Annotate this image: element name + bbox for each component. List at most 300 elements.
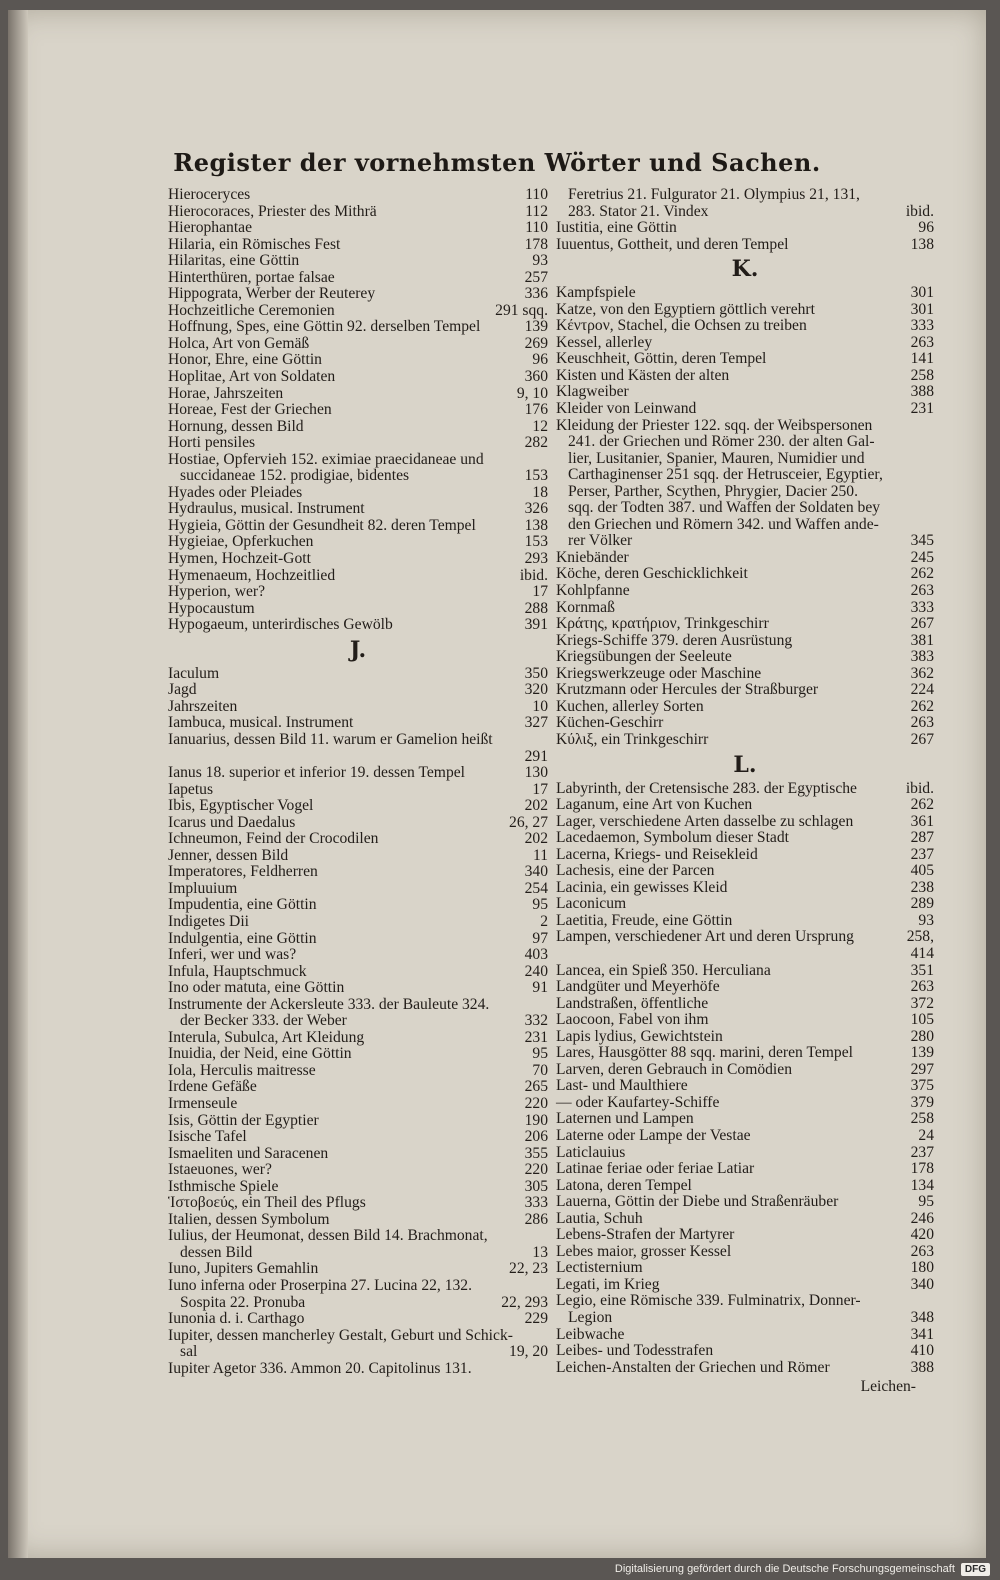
index-entry [168,1179,548,1196]
index-term: Laconicum [556,895,627,913]
index-term: Küchen-Geschirr [556,714,664,732]
index-term: Feretrius 21. Fulgurator 21. Olympius 21, 131, [568,186,860,203]
index-entry [168,1261,548,1278]
index-page-ref: 269 [524,334,548,352]
index-term: Ibis, Egyptischer Vogel [168,797,314,815]
index-page-ref: ibid. [519,566,548,584]
index-page-ref: 206 [524,1128,548,1146]
index-entry [168,997,548,1014]
index-term: Laticlauius [556,1143,626,1161]
index-entry [168,749,548,766]
index-entry [556,732,934,749]
index-entry [168,765,548,782]
dfg-logo-icon: DFG [961,1563,990,1576]
index-page-ref: 91 [532,979,548,997]
index-term: Holca, Art von Gemäß [168,334,310,352]
index-term: Iupiter Agetor 336. Ammon 20. Capitolinus 131. [168,1359,472,1377]
index-page-ref: 134 [910,1176,934,1194]
index-entry [168,1228,548,1245]
index-term: dessen Bild [180,1243,253,1261]
index-term: rer Völker [568,532,633,550]
index-entry [556,896,934,913]
index-term: Köche, deren Geschicklichkeit [556,565,748,583]
index-term: Kriegswerkzeuge oder Maschine [556,664,762,682]
index-page-ref: 305 [524,1177,548,1195]
index-term: Lebes maior, grosser Kessel [556,1242,732,1260]
index-entry [168,187,548,204]
index-entry [556,1029,934,1046]
index-entry [556,996,934,1013]
letter-heading-i: J. [349,636,367,663]
index-page-ref: 263 [910,582,934,600]
index-page-ref: 391 [524,616,548,634]
index-page-ref: 231 [910,400,934,418]
index-entry [556,1078,934,1095]
index-page-ref: 381 [910,631,934,649]
index-page-ref: 11 [532,846,548,864]
index-term: Perser, Parther, Scythen, Phrygier, Dacier 250. [568,482,858,500]
index-entry [168,666,548,683]
index-entry [168,518,548,535]
index-entry [556,715,934,732]
index-entry [556,566,934,583]
index-entry [556,302,934,319]
index-page-ref: 202 [524,830,548,848]
index-page-ref: 93 [918,911,934,929]
index-term: Ἱστοβοεύς, ein Theil des Pflugs [168,1194,366,1212]
index-page-ref: 246 [910,1209,934,1227]
index-entry [168,831,548,848]
index-term: Krutzmann oder Hercules der Straßburger [556,681,819,699]
index-term: Kniebänder [556,548,629,566]
index-page-ref: 238 [910,878,934,896]
index-entry [168,501,548,518]
index-page-ref: 237 [910,845,934,863]
index-entry [556,418,934,435]
index-page-ref: 293 [524,550,548,568]
index-term: Kriegs-Schiffe 379. deren Ausrüstung [556,631,793,649]
index-entry [168,1162,548,1179]
index-entry [556,484,934,501]
index-term: Hyades oder Pleiades [168,483,303,501]
index-page-ref: 237 [910,1143,934,1161]
index-term: Jenner, dessen Bild [168,846,289,864]
index-entry [556,1194,934,1211]
index-page-ref: 96 [532,351,548,369]
index-term: Impluuium [168,879,238,897]
index-page-ref: 297 [910,1060,934,1078]
index-term: Kohlpfanne [556,582,630,600]
index-entry [168,864,548,881]
index-page-ref: 355 [524,1144,548,1162]
index-term: Ino oder matuta, eine Göttin [168,979,345,997]
index-entry [168,551,548,568]
index-entry [168,1295,548,1312]
index-page-ref: 287 [910,829,934,847]
index-page-ref: 258 [910,366,934,384]
index-term: Iuno inferna oder Proserpina 27. Lucina 22, 132. [168,1277,472,1294]
index-term: Horeae, Fest der Griechen [168,401,332,419]
index-entry [168,1030,548,1047]
footer [615,1560,990,1578]
index-page-ref: 379 [910,1093,934,1111]
index-entry [556,1260,934,1277]
index-page-ref: 336 [524,285,548,303]
index-term: Iulius, der Heumonat, dessen Bild 14. Brachmonat, [168,1227,488,1245]
index-term: Horti pensiles [168,434,256,452]
index-entry [168,1361,548,1378]
index-term: der Becker 333. der Weber [180,1012,347,1030]
index-term: Larven, deren Gebrauch in Comödien [556,1060,792,1078]
index-term: Lautia, Schuh [556,1209,643,1227]
index-page-ref: 220 [524,1094,548,1112]
index-page-ref: 178 [910,1160,934,1178]
index-entry [556,781,934,798]
index-page-ref: 178 [524,235,548,253]
index-page-ref: 333 [524,1194,548,1212]
index-entry [168,798,548,815]
index-term: Lager, verschiedene Arten dasselbe zu schlagen [556,812,854,830]
index-entry [556,1045,934,1062]
index-term: Hostiae, Opfervieh 152. eximiae praecidaneae und [168,450,484,468]
index-page-ref: 254 [524,879,548,897]
index-entry [168,237,548,254]
index-term: Kampfspiele [556,284,636,302]
index-term: sqq. der Todten 387. und Waffen der Soldaten bey [568,499,881,517]
index-term: Keuschheit, Göttin, deren Tempel [556,350,767,368]
index-term: succidaneae 152. prodigiae, bidentes [180,467,410,485]
index-term: Hippograta, Werber der Reuterey [168,285,376,303]
index-entry [168,253,548,270]
index-page-ref: 224 [910,681,934,699]
index-page-ref: 110 [525,186,548,203]
index-entry [556,616,934,633]
index-entry [556,1161,934,1178]
index-page-ref: 231 [524,1028,548,1046]
index-entry [168,732,548,749]
entries-k [556,285,934,748]
index-page-ref: 262 [910,697,934,715]
index-page-ref: 289 [910,895,934,913]
index-term: Italien, dessen Symbolum [168,1210,330,1228]
index-entry [556,187,934,204]
index-term: Istaeuones, wer? [168,1161,272,1179]
index-term: Lacerna, Kriegs- und Reisekleid [556,845,758,863]
index-entry [556,847,934,864]
index-term: Labyrinth, der Cretensische 283. der Egyptische [556,779,857,797]
index-page-ref: 348 [910,1309,934,1326]
index-page-ref: 258, [906,928,934,946]
index-page-ref: 229 [524,1310,548,1328]
index-term: Jahrszeiten [168,697,238,715]
index-term: sal [180,1343,198,1361]
index-term: Iustitia, eine Göttin [556,219,677,237]
index-term: Sospita 22. Pronuba [180,1293,306,1311]
index-entry [556,1293,934,1310]
index-page-ref: 340 [524,863,548,881]
index-page-ref: 139 [524,318,548,336]
index-entry [168,964,548,981]
index-term: Hypogaeum, unterirdisches Gewölb [168,616,393,634]
index-page-ref: 95 [532,896,548,914]
letter-heading-l: L. [733,751,757,778]
index-page-ref: 350 [524,664,548,682]
index-term: Lacinia, ein gewisses Kleid [556,878,728,896]
index-entry [556,1012,934,1029]
index-term: Horae, Jahrszeiten [168,384,284,402]
catchword: Leichen- [860,1378,916,1395]
index-term: Isische Tafel [168,1128,247,1146]
left-column [168,187,548,1377]
index-term: Irdene Gefäße [168,1078,257,1096]
index-entry [556,699,934,716]
index-page-ref: 286 [524,1210,548,1228]
index-term: Legati, im Krieg [556,1275,660,1293]
index-entry [168,1328,548,1345]
index-entry [556,963,934,980]
index-entry [556,1062,934,1079]
index-term: Ichneumon, Feind der Crocodilen [168,830,379,848]
index-term: Icarus und Daedalus [168,813,296,831]
index-term: Landgüter und Meyerhöfe [556,978,720,996]
right-column [556,187,934,1376]
index-term: Katze, von den Egyptiern göttlich verehrt [556,300,815,318]
index-entry [168,1146,548,1163]
index-term: Hyperion, wer? [168,583,265,601]
index-term: Iupiter, dessen mancherley Gestalt, Geburt und Schick- [168,1326,513,1344]
index-entry [556,929,934,946]
index-term: Laetitia, Freude, eine Göttin [556,911,733,929]
index-term: Legio, eine Römische 339. Fulminatrix, Donner- [556,1292,861,1310]
index-term: 241. der Griechen und Römer 230. der alten Gal- [568,433,875,451]
index-term: Iuno, Jupiters Gemahlin [168,1260,319,1278]
index-term: Iaculum [168,664,220,682]
index-page-ref: 190 [524,1111,548,1129]
index-page-ref: 301 [910,300,934,318]
index-entry [168,1113,548,1130]
index-page-ref: 263 [910,333,934,351]
index-entry [556,1310,934,1327]
index-term: Kriegsübungen der Seeleute [556,648,732,666]
index-entry [556,666,934,683]
index-term: Jagd [168,681,197,699]
index-entry [556,285,934,302]
index-page-ref: 220 [524,1161,548,1179]
index-entry [556,384,934,401]
index-term: Interula, Subulca, Art Kleidung [168,1028,365,1046]
index-entry [556,814,934,831]
index-entry [168,947,548,964]
index-page-ref: 327 [524,714,548,732]
index-entry [556,979,934,996]
index-page-ref: 96 [918,219,934,237]
index-entry [168,1278,548,1295]
index-page-ref: 414 [910,944,934,962]
index-term: Laganum, eine Art von Kuchen [556,796,753,814]
index-entry [168,715,548,732]
index-page-ref: 95 [532,1045,548,1063]
index-entry [168,220,548,237]
index-entry [556,318,934,335]
index-term: Hygieia, Göttin der Gesundheit 82. deren Tempel [168,516,476,534]
index-term: Κέντρον, Stachel, die Ochsen zu treiben [556,317,807,335]
index-entry [168,1096,548,1113]
index-term: Hilaritas, eine Göttin [168,252,300,270]
index-entry [556,1360,934,1377]
index-entry [556,583,934,600]
index-entry [556,913,934,930]
book-page [8,10,986,1558]
index-term: Laternen und Lampen [556,1110,694,1128]
index-page-ref: 291 [524,747,548,765]
index-page-ref: 93 [532,252,548,270]
index-entry [168,1046,548,1063]
index-entry [168,568,548,585]
index-page-ref: 262 [910,565,934,583]
index-term: Isthmische Spiele [168,1177,279,1195]
index-entry [556,1111,934,1128]
index-page-ref: 340 [910,1275,934,1293]
index-entry [556,1178,934,1195]
index-page-ref: 257 [524,268,548,286]
index-page-ref: 361 [910,812,934,830]
index-page-ref: 267 [910,730,934,748]
index-entry [556,1128,934,1145]
index-entry [556,649,934,666]
index-entry [168,682,548,699]
index-entry [168,1079,548,1096]
entries-top [556,187,934,253]
index-page-ref: 388 [910,1358,934,1376]
index-entry [168,286,548,303]
index-term: Imperatores, Feldherren [168,863,318,881]
index-entry [168,1063,548,1080]
index-term: Hinterthüren, portae falsae [168,268,335,286]
index-page-ref: 130 [524,764,548,782]
index-page-ref: 22, 23 [509,1260,548,1278]
entries-h [168,187,548,634]
index-term: Indigetes Dii [168,912,249,930]
index-entry [168,270,548,287]
index-page-ref: 258 [910,1110,934,1128]
index-entry [556,500,934,517]
index-page-ref: 176 [524,401,548,419]
index-entry [168,1129,548,1146]
index-entry [168,369,548,386]
index-page-ref: 263 [910,978,934,996]
index-entry [168,336,548,353]
index-entry [168,931,548,948]
index-page-ref: 388 [910,383,934,401]
index-term: Landstraßen, öffentliche [556,994,709,1012]
index-term: Ianus 18. superior et inferior 19. dessen Tempel [168,764,465,782]
index-entry [168,303,548,320]
index-entry [556,1211,934,1228]
index-page-ref: ibid. [905,202,934,220]
index-page-ref: 345 [910,532,934,550]
index-page-ref: 282 [524,434,548,452]
index-term: Leibes- und Todesstrafen [556,1342,714,1360]
index-entry [168,1344,548,1361]
index-page-ref: 9, 10 [516,384,548,402]
index-page-ref: 13 [532,1243,548,1261]
index-page-ref: 351 [910,961,934,979]
index-page-ref: 301 [910,284,934,302]
index-page-ref: 240 [524,962,548,980]
index-page-ref: 139 [910,1044,934,1062]
index-entry [168,402,548,419]
index-entry [168,881,548,898]
index-entry [556,1277,934,1294]
index-page-ref: 95 [918,1193,934,1211]
index-page-ref: ibid. [905,779,934,797]
index-page-ref: 333 [910,317,934,335]
index-term: Inuidia, der Neid, eine Göttin [168,1045,352,1063]
index-term: Kleidung der Priester 122. sqq. der Weibspersonen [556,416,873,434]
index-term: Iunonia d. i. Carthago [168,1310,305,1328]
index-entry [556,1145,934,1162]
index-page-ref: 262 [910,796,934,814]
index-page-ref: 18 [532,483,548,501]
index-entry [168,435,548,452]
index-term: Ismaeliten und Saracenen [168,1144,329,1162]
index-entry [556,682,934,699]
index-entry [168,914,548,931]
index-page-ref: 291 sqq. [495,301,548,319]
index-page-ref: 320 [524,681,548,699]
index-entry [168,584,548,601]
index-page-ref: 265 [524,1078,548,1096]
index-entry [168,897,548,914]
index-page-ref: 362 [910,664,934,682]
index-page-ref: 105 [910,1011,934,1029]
index-entry [168,352,548,369]
index-page-ref: 19, 20 [509,1343,548,1361]
index-term: Hieroceryces [168,186,251,203]
index-entry [556,633,934,650]
index-entry [556,401,934,418]
index-term: Lares, Hausgötter 88 sqq. marini, deren Tempel [556,1044,853,1062]
index-entry [168,1195,548,1212]
index-page-ref: 267 [910,615,934,633]
index-term: Hymenaeum, Hochzeitlied [168,566,336,584]
index-entry [168,815,548,832]
index-term: Hochzeitliche Ceremonien [168,301,335,319]
index-term: Legion [568,1309,613,1326]
index-entry [168,1013,548,1030]
index-term: Laterne oder Lampe der Vestae [556,1126,751,1144]
index-page-ref: 288 [524,599,548,617]
index-entry [556,880,934,897]
index-page-ref: 403 [524,946,548,964]
index-page-ref: 420 [910,1226,934,1244]
index-page-ref: 153 [524,533,548,551]
index-term: Inferi, wer und was? [168,946,297,964]
index-entry [556,1095,934,1112]
index-page-ref: 26, 27 [509,813,548,831]
index-entry [168,601,548,618]
index-page-ref: 2 [540,912,548,930]
index-page-ref: 375 [910,1077,934,1095]
index-term: Hoplitae, Art von Soldaten [168,368,336,386]
index-entry [168,699,548,716]
index-page-ref: 372 [910,994,934,1012]
index-term: Irmenseule [168,1094,238,1112]
index-page-ref: 360 [524,368,548,386]
index-entry [556,351,934,368]
index-term: Hierophantae [168,219,252,237]
index-term: 283. Stator 21. Vindex [568,202,709,220]
